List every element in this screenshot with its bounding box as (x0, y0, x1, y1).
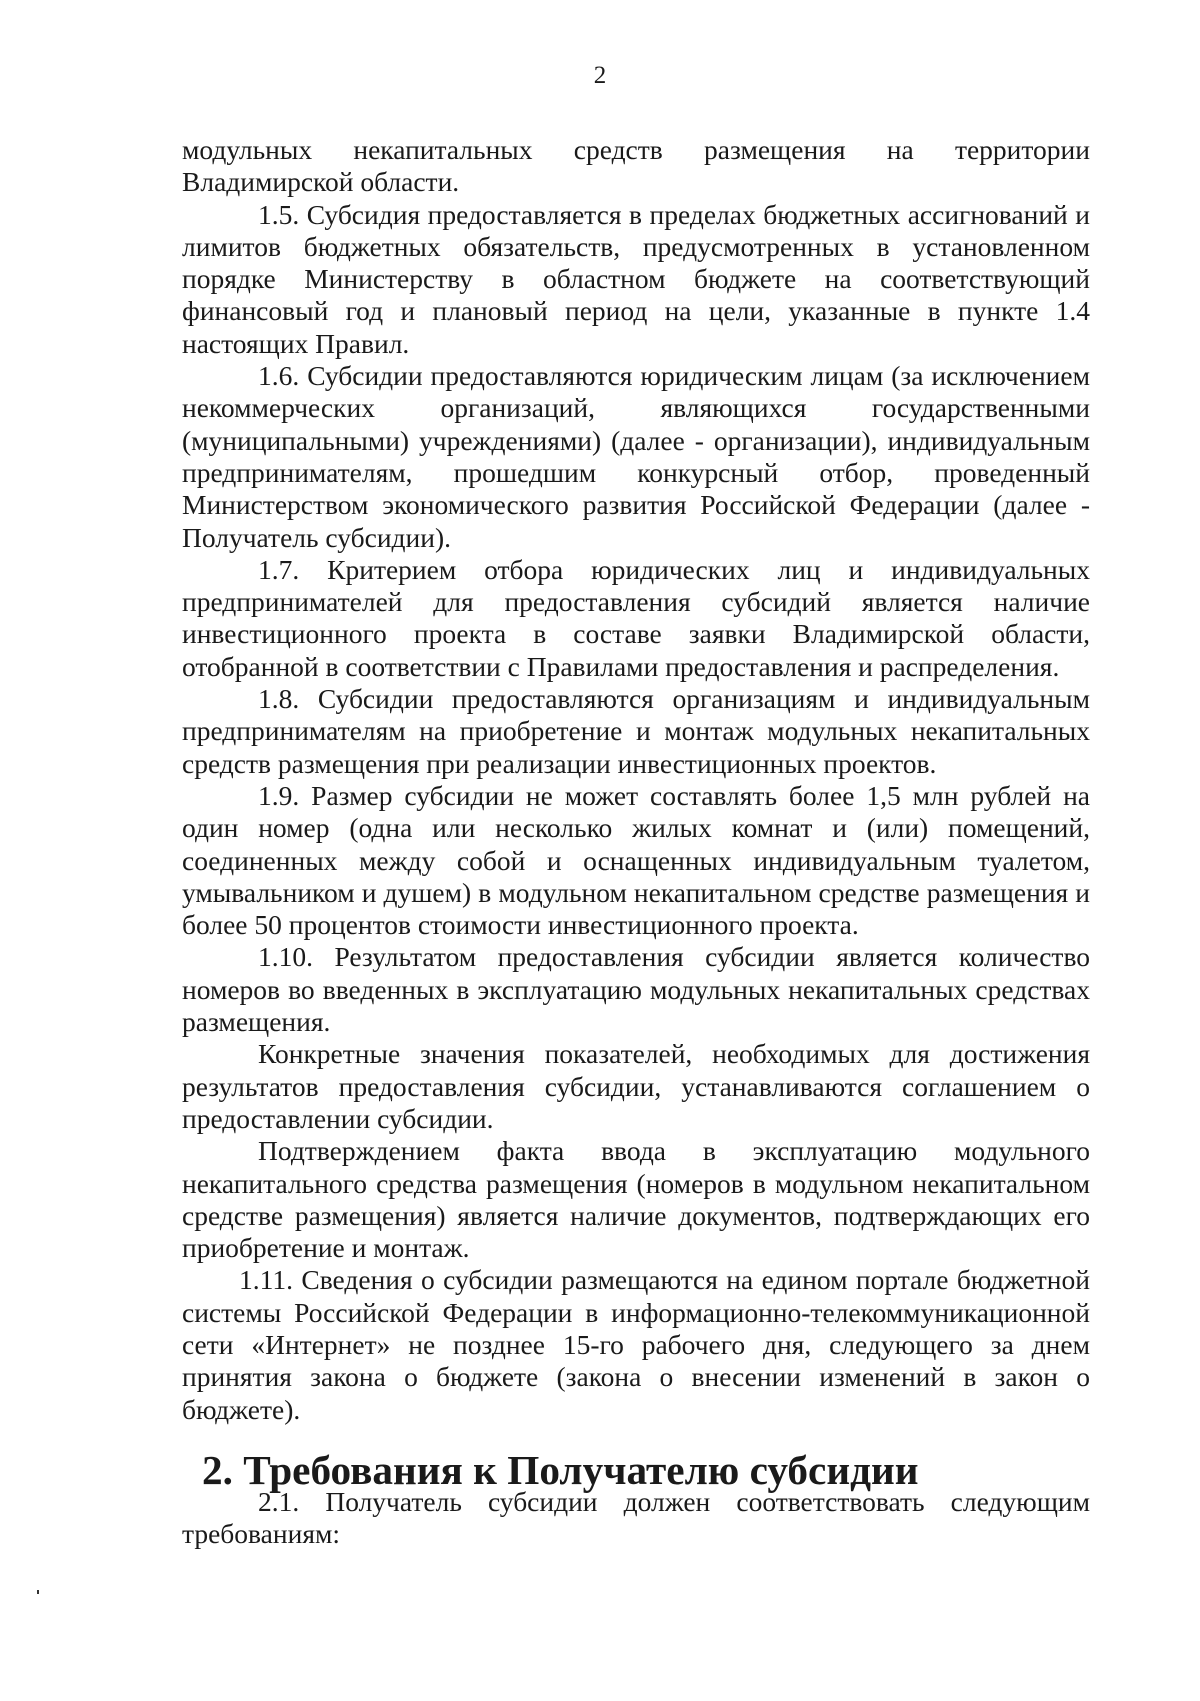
paragraph-1-11: 1.11. Сведения о субсидии размещаются на едином портале бюджетной системы Российской Федерации в информационно-телекоммуникационной сети «Интернет» не позднее 15-го рабочего дня, следующего за днем принятия закона о бюджете (закона о внесении изменений в закон о бюджете). (182, 1264, 1090, 1425)
paragraph-1-6: 1.6. Субсидии предоставляются юридическим лицам (за исключением некоммерческих организаций, являющихся государственными (муниципальными) учреждениями) (далее - организации), индивидуальным предпринимателям, прошедшим конкурсный отбор, проведенный Министерством экономического развития Российской Федерации (далее - Получатель субсидии). (182, 360, 1090, 553)
paragraph-confirmation: Подтверждением факта ввода в эксплуатацию модульного некапитального средства размещения (номеров в модульном некапитальном средстве размещения) является наличие документов, подтверждающих его приобретение и монтаж. (182, 1135, 1090, 1264)
paragraph-1-10: 1.10. Результатом предоставления субсидии является количество номеров во введенных в эксплуатацию модульных некапитальных средствах размещения. (182, 941, 1090, 1038)
paragraph-1-8: 1.8. Субсидии предоставляются организациям и индивидуальным предпринимателям на приобретение и монтаж модульных некапитальных средств размещения при реализации инвестиционных проектов. (182, 683, 1090, 779)
document-body (182, 134, 1090, 1551)
paragraph-continuation: модульных некапитальных средств размещения на территории Владимирской области. (182, 134, 1090, 198)
page-number: 2 (593, 62, 607, 89)
paragraph-1-7: 1.7. Критерием отбора юридических лиц и индивидуальных предпринимателей для предоставления субсидий является наличие инвестиционного проекта в составе заявки Владимирской области, отобранной в соответствии с Правилами предоставления и распределения. (182, 553, 1090, 682)
paragraph-indicators: Конкретные значения показателей, необходимых для достижения результатов предоставления субсидии, устанавливаются соглашением о предоставлении субсидии. (182, 1038, 1090, 1134)
section-2-heading: 2. Требования к Получателю субсидии (202, 1446, 919, 1493)
paragraph-2-1: 2.1. Получатель субсидии должен соответствовать следующим требованиям: (182, 1486, 1090, 1550)
paragraph-1-5: 1.5. Субсидия предоставляется в пределах бюджетных ассигнований и лимитов бюджетных обязательств, предусмотренных в установленном порядке Министерству в областном бюджете на соответствующий финансовый год и плановый период на цели, указанные в пункте 1.4 настоящих Правил. (182, 198, 1090, 359)
paragraph-1-9: 1.9. Размер субсидии не может составлять более 1,5 млн рублей на один номер (одна или несколько жилых комнат и (или) помещений, соединенных между собой и оснащенных индивидуальным туалетом, умывальником и душем) в модульном некапитальном средстве размещения и более 50 процентов стоимости инвестиционного проекта. (182, 779, 1090, 941)
scan-artifact (37, 1590, 39, 1594)
